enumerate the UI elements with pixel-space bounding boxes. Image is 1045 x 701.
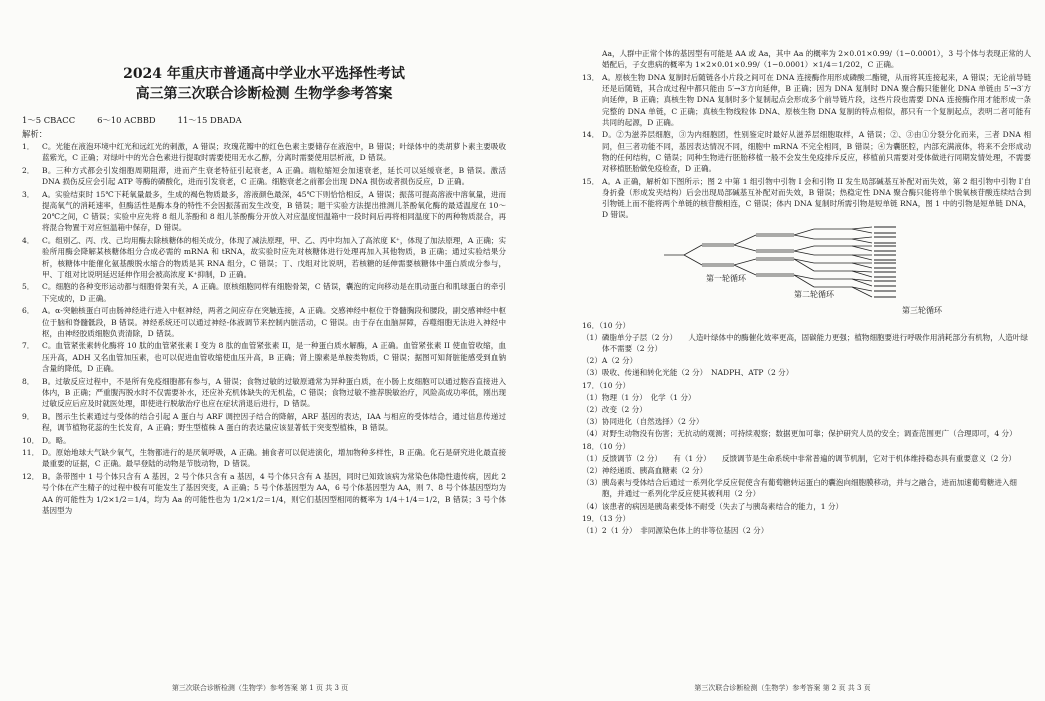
item-text: Aa，人群中正常个体的基因型有可能是 AA 或 Aa，其中 Aa 的概率为 2×0.01×0.99/（1−0.0001），3 号个体与表现正常的人婚配后，子女患病的概率为 1×2×0.01×0.99/（1−0.0001）×1/4＝1/202，C 正确。 bbox=[602, 49, 1031, 70]
q16-heading: 16．（10 分） bbox=[582, 320, 631, 330]
q18-heading: 18．（10 分） bbox=[582, 441, 631, 451]
item-number: 5． bbox=[22, 282, 35, 292]
analysis-item bbox=[22, 471, 506, 516]
exam-title: 2024 年重庆市普通高中学业水平选择性考试 bbox=[123, 66, 405, 82]
answer-group-3: 11～15 DBADA bbox=[177, 115, 242, 125]
item-number: 14． bbox=[582, 130, 600, 140]
analysis-item bbox=[582, 48, 1031, 70]
item-number: 13． bbox=[582, 72, 600, 82]
item-text: A。α-突触核蛋白可由肠神经进行进入中枢神经，两者之间应存在突触连接，A 正确。交感神经中枢位于脊髓胸段和腰段，副交感神经中枢位于脑和脊髓骶段，B 错误。神经系统还可以通过神经-体液调节来控制内脏活动，C 错误。由于存在血脑屏障，吞噬细胞无法进入神经中枢，由神经胶质细胞负责清除，D 错误。 bbox=[42, 306, 506, 338]
analysis-item bbox=[22, 281, 506, 303]
item-number: 3． bbox=[22, 189, 35, 199]
q18-part2: （2）神经递质、胰高血糖素（2 分） bbox=[582, 465, 708, 475]
item-text: C。光能在液泡环境中红光和远红光的刺激，A 错误；玫瑰花瓣中的红色色素主要储存在液泡中，B 错误；叶绿体中的类胡萝卜素主要吸收蓝紫光，C 正确；对绿叶中的光合色素进行提取时需要使用无水乙醇，分离时需要使用层析液，D 错误。 bbox=[42, 142, 506, 163]
analysis-list bbox=[22, 141, 506, 516]
item-text: C。血管紧张素转化酶将 10 肽的血管紧张素 I 变为 8 肽的血管紧张素 II，是一种蛋白质水解酶，A 正确。血管紧张素 II 使血管收缩，血压升高，ADH 又名血管加压素，也可以促进血管收缩使血压升高，B 正确；肾上腺素是单胺类物质，C 错误；据图可知肾脏能感受到血钠含量的降低，D 正确。 bbox=[42, 341, 506, 373]
q17-part4: （4）对野生动物没有伤害；无抗动的观测；可持续观察；数据更加可靠；保护研究人员的安全；调查范围更广（合理即可，4 分） bbox=[582, 429, 1017, 439]
q17-part3: （3）协同进化（自然选择）（2 分） bbox=[582, 417, 704, 427]
analysis-item bbox=[22, 235, 506, 280]
item-number: 2． bbox=[22, 165, 35, 175]
page-1 bbox=[0, 0, 520, 701]
answer-group-1: 1～5 CBACC bbox=[22, 115, 76, 125]
item-number: 1． bbox=[22, 142, 35, 151]
item-number: 9． bbox=[22, 411, 35, 421]
page-footer: 第三次联合诊断检测（生物学）参考答案 第 2 页 共 3 页 bbox=[694, 684, 871, 692]
item-text: D。原始地球大气缺少氧气，生物都进行的是厌氧呼吸，A 正确。捕食者可以促进演化，增加物种多样性，B 正确。化石是研究进化最直接最重要的证据，C 正确。最早登陆的动物是节肢动物，D 错误。 bbox=[42, 448, 506, 469]
analysis-heading: 解析： bbox=[22, 129, 48, 139]
q16-part2: （2）A（2 分） bbox=[582, 356, 638, 366]
item-text: A。原核生物 DNA 复制时后随链各小片段之间可在 DNA 连接酶作用形成磷酸二酯键，从而将其连接起来，A 错误；无论前导链还是后随链，其合成过程中都只能由 5′→3′方向延伸，B 正确；因为 DNA 复制时 DNA 聚合酶只能催化 DNA 单链由 5′→3′方向延伸，B 正确；真核生物 DNA 复制时多个复制起点会形成多个前导链片段，这些片段也需要 DNA 连接酶作用才能形成一条完整的 DNA 单链，C 正确；真核生物线粒体 DNA、原核生物 DNA 复制的特点相似，都只有一个复制起点，表明二者可能有共同的起源，D 正确。 bbox=[602, 72, 1031, 127]
item-text: D。略。 bbox=[42, 435, 71, 445]
cycle-1-label: 第一轮循环 bbox=[706, 273, 746, 283]
q17-part2: （2）改变（2 分） bbox=[582, 404, 647, 414]
page-footer: 第三次联合诊断检测（生物学）参考答案 第 1 页 共 3 页 bbox=[171, 684, 349, 692]
analysis-item bbox=[22, 447, 506, 469]
q19-heading: 19．（13 分） bbox=[582, 513, 631, 523]
analysis-item bbox=[22, 376, 506, 410]
item-text: A。实验结束时 15℃下耗氧量最多，生成的褐色物质最多，溶液颜色最深，45℃下则恰恰相反，A 错误；振荡可提高溶液中溶氧量，进而提高氧气的消耗速率，但酶活性是酶本身的特性不会因振荡而发生改变，B 错误；题干实验方法提出推测儿茶酚氧化酶的最适温度在 10～20℃之间，C 错误；实验中应先将 8 组儿茶酚和 8 组儿茶酚酶分开放入对应温度恒温箱中一段时间后再将相同温度下的两种物质混合，再将混合物置于对应恒温箱中保存，D 错误。 bbox=[42, 189, 506, 233]
item-number: 7． bbox=[22, 341, 35, 351]
q18-part1: （1）反馈调节（2 分） 有（1 分） 反馈调节是生命系统中非常普遍的调节机制，它对于机体维持稳态具有重要意义（2 分） bbox=[582, 453, 1016, 463]
analysis-item bbox=[22, 305, 506, 339]
pcr-cycle-diagram bbox=[664, 225, 984, 317]
analysis-item bbox=[22, 411, 506, 433]
analysis-item bbox=[582, 176, 1031, 221]
item-text: C。细胞的各种变形运动都与细胞骨架有关，A 正确。原核细胞同样有细胞骨架，C 错误，囊泡的定向移动是在肌动蛋白和肌球蛋白的牵引下完成的，D 正确。 bbox=[42, 282, 506, 303]
analysis-item bbox=[582, 129, 1031, 174]
q18-part4: （4）该患者的病因是胰岛素受体不耐受（失去了与胰岛素结合的能力，1 分） bbox=[582, 501, 844, 511]
analysis-item bbox=[22, 165, 506, 187]
item-text: B。过敏反应过程中，不是所有免疫细胞都有参与，A 错误；食物过敏的过敏原通常为异种蛋白质，在小肠上皮细胞可以通过胞吞直接进入体内，B 正确；严重腹泻脱水时不仅需要补水，还应补充机体缺失的无机盐，C 错误；食物过敏不推荐脱敏治疗，风险高成功率低，刚出现过敏反应后应及时就医处理，即使进行脱敏治疗也应在症状消退后进行，D 错误。 bbox=[42, 376, 506, 408]
analysis-item bbox=[22, 189, 506, 234]
q17-part1: （1）物理（1 分） 化学（1 分） bbox=[582, 392, 696, 402]
item-text: A。A 正确，解析如下图所示；图 2 中第 1 组引物中引物 I 会和引物 II 发生局部碱基互补配对而失效，第 2 组引物中引物 I′自身折叠（形成发夹结构）后会出现局部碱基互补配对而失效，B 错误；热稳定性 DNA 聚合酶只能将单个脱氧核苷酸连续结合到引物链上而不能将两个单链的核苷酸相连，C 错误；体内 DNA 复制时所需引物是短单链 RNA，图 1 中的引物是短单链 DNA，D 错误。 bbox=[602, 176, 1031, 220]
cycle-3-label: 第三轮循环 bbox=[902, 305, 942, 315]
item-number: 6． bbox=[22, 306, 35, 316]
q16-part3: （3）吸收、传递和转化光能（2 分） NADPH、ATP（2 分） bbox=[582, 368, 794, 378]
analysis-list-continued bbox=[582, 48, 1031, 221]
pcr-diagram-lines bbox=[664, 225, 984, 317]
item-number bbox=[582, 48, 602, 70]
q18-part3: （3）胰岛素与受体结合后通过一系列化学反应促使含有葡萄糖转运蛋白的囊泡向细胞膜移动，并与之融合，进而加速葡萄糖进入细胞，并通过一系列化学反应使其被利用（2 分） bbox=[582, 478, 1017, 499]
item-number: 15． bbox=[582, 176, 600, 186]
item-number: 10． bbox=[22, 435, 40, 445]
item-text: B。图示生长素通过与受体的结合引起 A 蛋白与 ARF 调控因子结合的降解，ARF 基因的表达，IAA 与相应的受体结合，通过信息传递过程，调节植物花蕊的生长发育，A 正确；野生型植株 A 蛋白的表达量应该显著低于突变型植株，B 错误。 bbox=[42, 411, 506, 432]
answer-key bbox=[22, 114, 506, 126]
item-number: 11． bbox=[22, 448, 40, 458]
item-number: 12． bbox=[22, 472, 40, 482]
q16-part1: （1）磷脂单分子层（2 分） 人造叶绿体中的酶催化效率更高，固碳能力更强；植物细胞要进行呼吸作用消耗部分有机物，人造叶绿体不需要（2 分） bbox=[582, 332, 1028, 353]
page-2 bbox=[520, 0, 1045, 701]
analysis-item bbox=[22, 435, 506, 446]
q19-part1: （1）2（1 分） 非同源染色体上的非等位基因（2 分） bbox=[582, 526, 769, 535]
item-text: B。三种方式都会引发细胞周期阻滞，进而产生衰老特征引起衰老，A 正确。端粒缩短会加速衰老，延长可以延缓衰老，B 错误。激活 DNA 损伤反应会引起 ATP 等酶的磷酸化，进而引发衰老，C 正确。细胞衰老之前都会出现 DNA 损伤或者损伤反应，D 正确。 bbox=[42, 165, 506, 187]
q17-heading: 17．（10 分） bbox=[582, 380, 631, 390]
analysis-item bbox=[22, 141, 506, 163]
analysis-item bbox=[582, 72, 1031, 128]
item-number: 4． bbox=[22, 236, 35, 246]
analysis-item bbox=[22, 340, 506, 374]
item-text: C。组别乙、丙、戊、己均用酶去除核糖体的相关成分，体现了减法原理，甲、乙、丙中均加入了高浓度 K⁺，体现了加法原理，A 正确；实验所用酶会降解某核糖体组分合成必需的 mRNA 和 tRNA，故实验时应先对核糖体进行处理再加入其他物质，B 正确；通过实验结果分析，核糖体中能催化氨基酸脱水缩合的物质是其 RNA 组分，C 错误；丁、戊组对比说明，若核糖的延伸需要核糖体中蛋白质成分参与，甲、丁组对比说明延迟延伸作用会被高浓度 K⁺抑制，D 正确。 bbox=[42, 236, 506, 279]
cycle-2-label: 第二轮循环 bbox=[794, 289, 834, 299]
answer-title: 高三第三次联合诊断检测 生物学参考答案 bbox=[135, 86, 393, 102]
item-text: D。②为滋养层细胞，③为内细胞团，性别鉴定时最好从滋养层细胞取样，A 错误；②、③由①分裂分化而来，三者 DNA 相同，但三者功能不同，基因表达情况不同，细胞中 mRNA 不完全相同，B 错误；④为囊胚腔，内部充满液体，将来不会形成动物的任何结构，C 错误；同种生物进行胚胎移植一般不会发生免疫排斥反应，移植前只需要对受体做进行同期发情处理，不需要对移植胚胎做免疫检查，D 正确。 bbox=[602, 130, 1031, 174]
item-text: B。条带图中 1 号个体只含有 A 基因，2 号个体只含有 a 基因，4 号个体只含有 A 基因，同时已知致该病为常染色体隐性遗传病，因此 2 号个体在产生精子的过程中极有可能发生了基因突变，A 正确；5 号个体基因型为 AA，6 号个体基因型为 AA，则 7、8 号个体基因型均为 AA 的可能性为 1/2×1/2＝1/4，均为 Aa 的可能性也为 1/2×1/2＝1/4，则它们基因型相同的概率为 1/4＋1/4＝1/2，B 错误；3 号个体基因型为 bbox=[42, 472, 506, 515]
answer-group-2: 6～10 ACBBD bbox=[97, 115, 156, 125]
item-number: 8． bbox=[22, 376, 35, 386]
